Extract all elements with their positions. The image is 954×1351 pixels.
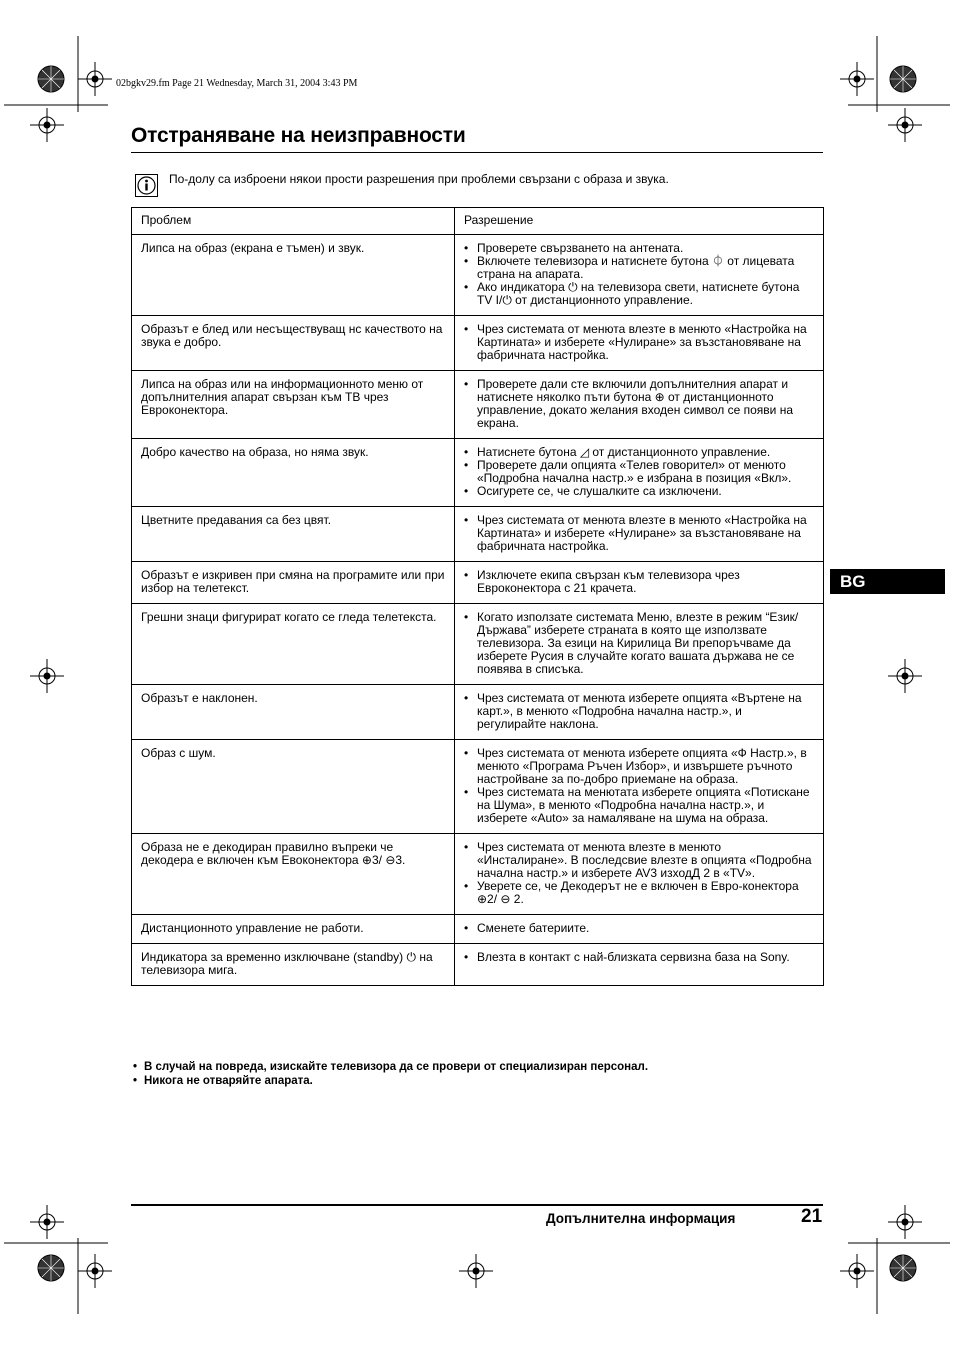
solution-cell (455, 235, 824, 316)
solution-list (464, 747, 814, 825)
problem-cell: Образ с шум. (132, 740, 455, 834)
page-number: 21 (801, 1206, 823, 1227)
footer-divider (131, 1204, 823, 1206)
solution-list (464, 514, 814, 553)
solution-cell (455, 562, 824, 604)
solution-cell (455, 685, 824, 740)
solution-list (464, 569, 814, 595)
table-row (132, 235, 824, 316)
problem-cell: Цветните предавания са без цвят. (132, 507, 455, 562)
warning-item: • В случай на повреда, изискайте телевизора да се провери от специализиран персонал. (133, 1061, 648, 1075)
solution-cell (455, 740, 824, 834)
file-info: 02bgkv29.fm Page 21 Wednesday, March 31, 2004 3:43 PM (116, 78, 358, 89)
solution-list (464, 242, 814, 307)
warnings (133, 1061, 648, 1088)
problem-cell: Дистанционното управление не работи. (132, 915, 455, 944)
solution-cell (455, 371, 824, 439)
problem-cell: Липса на образ или на информационното меню от допълнителния апарат свързан към ТВ чрез Евроконектора. (132, 371, 455, 439)
solution-item: • Ако индикатора ⏻ на телевизора свети, натиснете бутона TV I/⏻ от дистанционното управление. (464, 281, 814, 307)
table-row (132, 604, 824, 685)
table-row (132, 834, 824, 915)
solution-item: • Включете телевизора и натиснете бутона ⏀ от лицевата страна на апарата. (464, 255, 814, 281)
problem-cell: Индикатора за временно изключване (standby) ⏻ на телевизора мига. (132, 944, 455, 986)
problem-cell: Образът е наклонен. (132, 685, 455, 740)
solution-item: • Уверете се, че Декодерът не е включен в Евро-конектора ⊕2/ ⊖ 2. (464, 880, 814, 906)
solution-item: • Натиснете бутона ◿ от дистанционното управление. (464, 446, 814, 459)
table-row (132, 316, 824, 371)
table-row (132, 740, 824, 834)
solution-list (464, 323, 814, 362)
language-tab: BG (830, 569, 945, 594)
solution-list (464, 611, 814, 676)
solution-cell (455, 944, 824, 986)
solution-list (464, 446, 814, 498)
info-icon (135, 174, 158, 197)
solution-cell (455, 604, 824, 685)
table-header-row (132, 208, 824, 235)
solution-list (464, 951, 814, 964)
solution-cell (455, 834, 824, 915)
solution-list (464, 922, 814, 935)
solution-item: • Проверете дали сте включили допълнителния апарат и натиснете няколко пъти бутона ⊕ от дистанционното управление, докато желания входен символ се появи на екрана. (464, 378, 814, 430)
solution-list (464, 841, 814, 906)
solution-item: • Проверете свързването на антената. (464, 242, 814, 255)
solution-item: • Чрез системата от менюта изберете опцията «Ф Настр.», в менюто «Програма Ръчен Избор», и извършете ръчното настройване за по-добро приемане на образа. (464, 747, 814, 786)
problem-cell: Добро качество на образа, но няма звук. (132, 439, 455, 507)
problem-cell: Образът е блед или несъществуващ нс качеството на звука е добро. (132, 316, 455, 371)
table-row (132, 915, 824, 944)
solution-item: • Проверете дали опцията «Телев говорител» от менюто «Подробна начална настр.» е избрана в позиция «Вкл». (464, 459, 814, 485)
problem-cell: Образът е изкривен при смяна на програмите или при избор на телетекст. (132, 562, 455, 604)
solution-item: • Чрез системата от менюта изберете опцията «Въртене на карт.», в менюто «Подробна начална настр.», и регулирайте наклона. (464, 692, 814, 731)
solution-list (464, 692, 814, 731)
table-row (132, 371, 824, 439)
problem-cell: Образа не е декодиран правилно въпреки че декодера е включен към Евоконектора ⊕3/ ⊖3. (132, 834, 455, 915)
page-title: Отстраняване на неизправности (131, 124, 466, 147)
column-header-solution: Разрешение (455, 208, 824, 235)
title-divider (131, 152, 823, 153)
solution-item: • Чрез системата на менютата изберете опцията «Потискане на Шума», в менюто «Подробна начална настр.», и изберете «Auto» за намаляване на шума на образа. (464, 786, 814, 825)
problem-cell: Грешни знаци фигурират когато се гледа телетекста. (132, 604, 455, 685)
solution-cell (455, 316, 824, 371)
troubleshooting-table (131, 207, 824, 986)
intro-text: По-долу са изброени някои прости разрешения при проблеми свързани с образа и звука. (169, 172, 669, 186)
warning-item: • Никога не отваряйте апарата. (133, 1075, 648, 1089)
table-row (132, 562, 824, 604)
table-row (132, 439, 824, 507)
table-row (132, 685, 824, 740)
solution-cell (455, 439, 824, 507)
solution-cell (455, 915, 824, 944)
table-row (132, 507, 824, 562)
solution-item: • Осигурете се, че слушалките са изключени. (464, 485, 814, 498)
solution-item: • Сменете батериите. (464, 922, 814, 935)
solution-item: • Изключете екипа свързан към телевизора чрез Евроконектора с 21 крачета. (464, 569, 814, 595)
table-row (132, 944, 824, 986)
solution-item: • Чрез системата от менюта влезте в менюто «Инсталиране». В последсвие влезте в опцията «Подробна начална настр.» и изберете AV3 изходД 2 в «TV». (464, 841, 814, 880)
solution-item: • Чрез системата от менюта влезте в менюто «Настройка на Картината» и изберете «Нулиране» за възстановяване на фабричната настройка. (464, 514, 814, 553)
solution-item: • Когато използате системата Меню, влезте в режим “Език/Държава” изберете страната в която ще използвате телевизора. За езици на Кирилица Ви препоръчваме да изберете Русия в случайте когато вашата държава не се появява в списъка. (464, 611, 814, 676)
solution-cell (455, 507, 824, 562)
solution-item: • Влезта в контакт с най-близката сервизна база на Sony. (464, 951, 814, 964)
table-body (132, 235, 824, 986)
solution-item: • Чрез системата от менюта влезте в менюто «Настройка на Картината» и изберете «Нулиране» за възстановяване на фабричната настройка. (464, 323, 814, 362)
solution-list (464, 378, 814, 430)
footer-section-title: Допълнителна информация (546, 1211, 736, 1226)
problem-cell: Липса на образ (екрана е тъмен) и звук. (132, 235, 455, 316)
column-header-problem: Проблем (132, 208, 455, 235)
